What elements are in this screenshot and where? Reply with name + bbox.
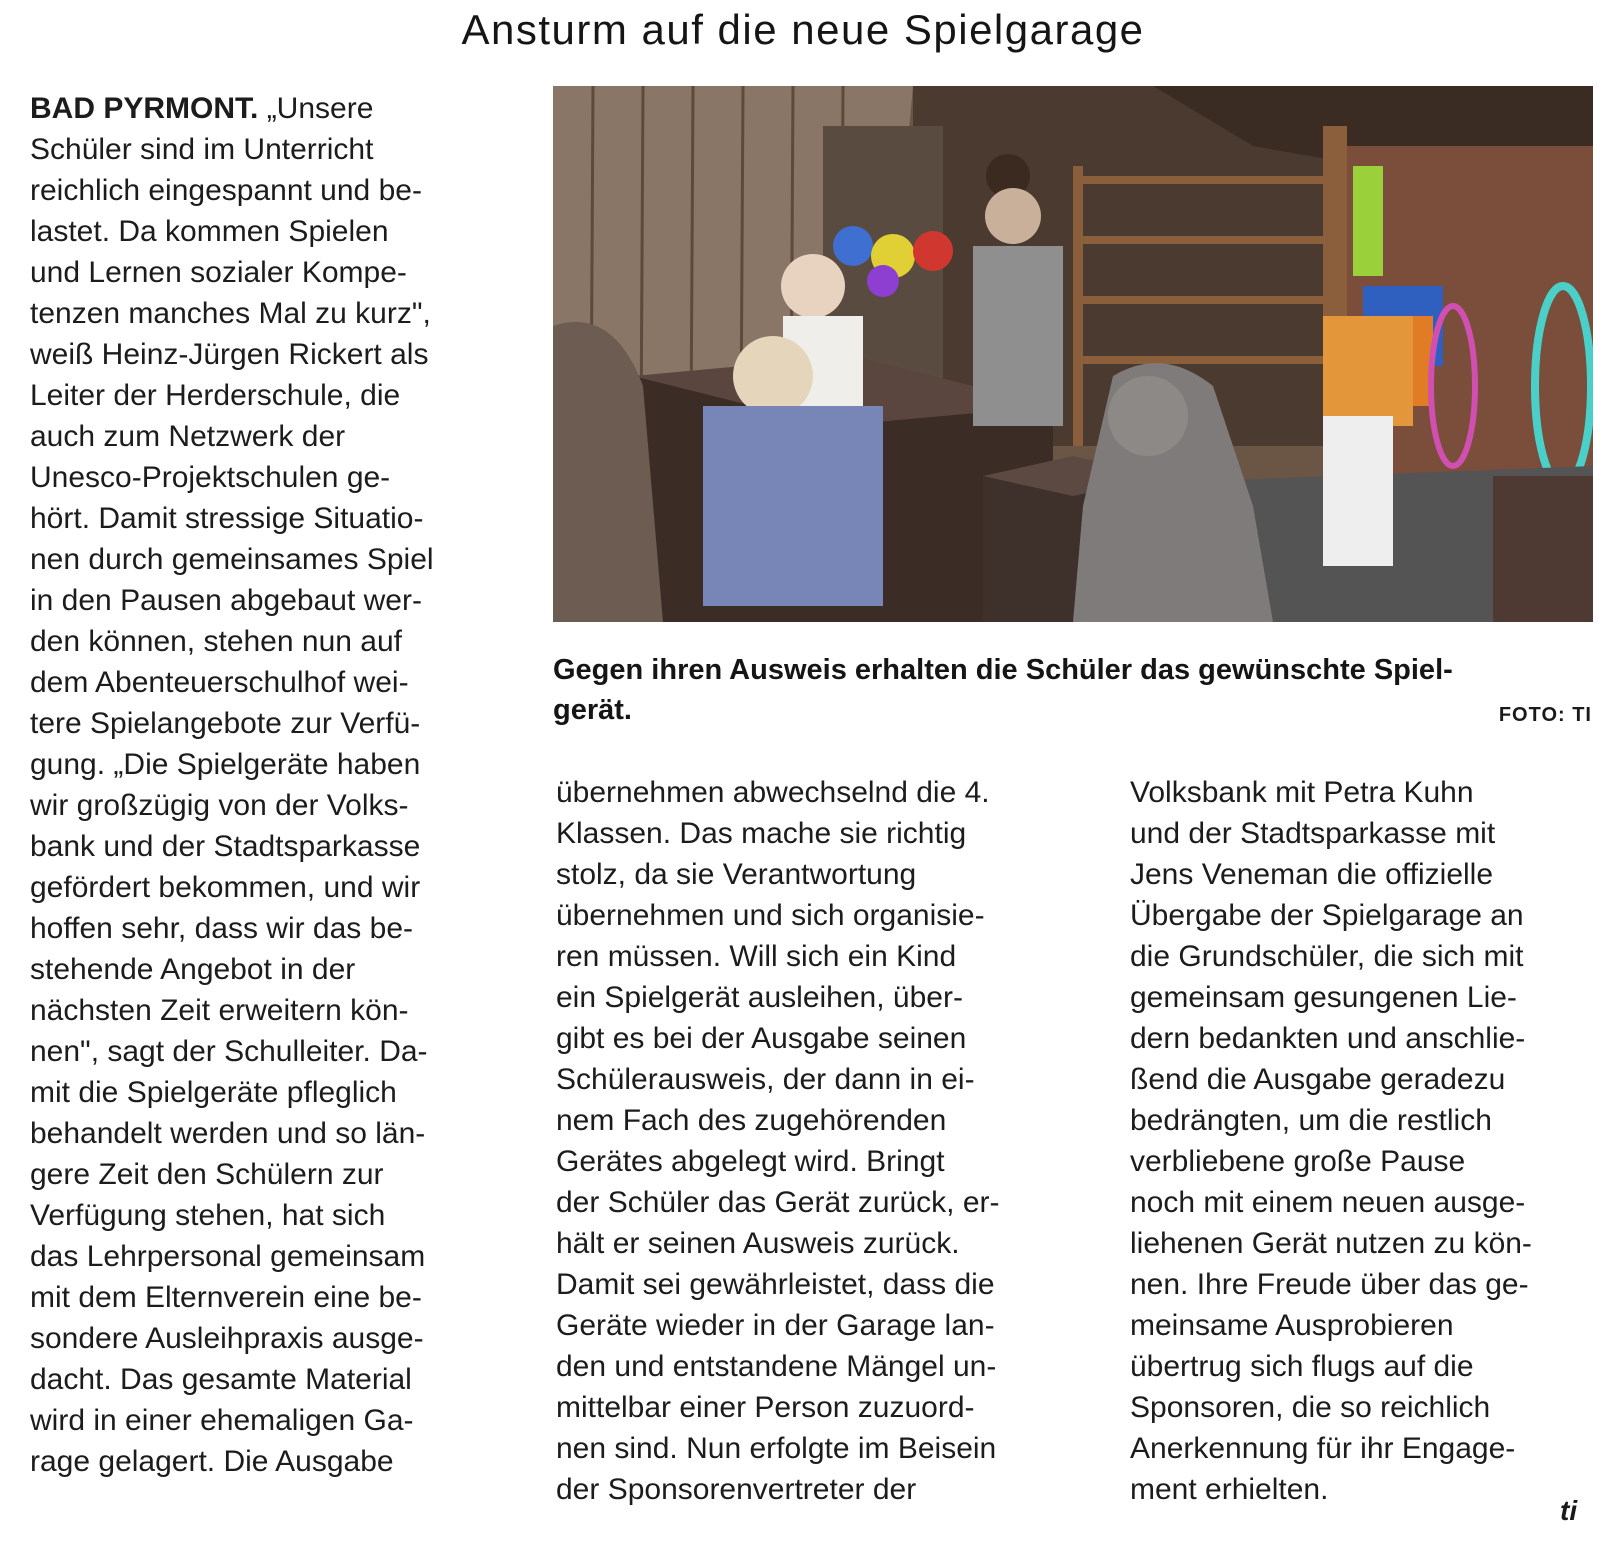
photo-credit: FOTO: TI <box>1498 704 1592 726</box>
text-line: hoffen sehr, dass wir das be- <box>30 912 413 945</box>
text-line: der Schüler das Gerät zurück, er- <box>556 1186 1000 1219</box>
text-line: nen durch gemeinsames Spiel <box>30 543 434 576</box>
text-line: in den Pausen abgebaut wer- <box>30 584 422 617</box>
text-line: Jens Veneman die offizielle <box>1130 858 1494 891</box>
text-line: nen sind. Nun erfolgte im Beisein <box>556 1432 997 1465</box>
text-line: rage gelagert. Die Ausgabe <box>30 1445 394 1478</box>
text-line: wir großzügig von der Volks- <box>30 789 409 822</box>
text-line: gerät. <box>553 694 632 726</box>
article-photo <box>553 86 1593 622</box>
text-line: Klassen. Das mache sie richtig <box>556 817 967 850</box>
text-line: Gegen ihren Ausweis erhalten die Schüler das gewünschte Spiel- <box>553 654 1453 686</box>
text-line: gefördert bekommen, und wir <box>30 871 421 904</box>
text-line: Volksbank mit Petra Kuhn <box>1130 776 1474 809</box>
text-line: ßend die Ausgabe geradezu <box>1130 1063 1506 1096</box>
text-line: Damit sei gewährleistet, dass die <box>556 1268 995 1301</box>
text-line: die Grundschüler, die sich mit <box>1130 940 1524 973</box>
text-line: behandelt werden und so län- <box>30 1117 426 1150</box>
photo-illustration <box>553 86 1593 622</box>
text-line: Gerätes abgelegt wird. Bringt <box>556 1145 945 1178</box>
text-line: nächsten Zeit erweitern kön- <box>30 994 409 1027</box>
text-line: der Sponsorenvertreter der <box>556 1473 917 1506</box>
text-line: weiß Heinz-Jürgen Rickert als <box>30 338 429 371</box>
text-line: übernehmen abwechselnd die 4. <box>556 776 990 809</box>
text-line: übertrug sich flugs auf die <box>1130 1350 1474 1383</box>
text-line: ren müssen. Will sich ein Kind <box>556 940 957 973</box>
text-line: Anerkennung für ihr Engage- <box>1130 1432 1516 1465</box>
text-line: übernehmen und sich organisie- <box>556 899 985 932</box>
text-line: und der Stadtsparkasse mit <box>1130 817 1496 850</box>
text-line: stehende Angebot in der <box>30 953 356 986</box>
photo-caption <box>553 650 1593 730</box>
text-line: Schülerausweis, der dann in ei- <box>556 1063 975 1096</box>
text-line: mit die Spielgeräte pfleglich <box>30 1076 397 1109</box>
text-line: gung. „Die Spielgeräte haben <box>30 748 421 781</box>
text-line: gibt es bei der Ausgabe seinen <box>556 1022 967 1055</box>
headline: Ansturm auf die neue Spielgarage <box>461 6 1145 53</box>
text-line: verbliebene große Pause <box>1130 1145 1466 1178</box>
text-line: das Lehrpersonal gemeinsam <box>30 1240 426 1273</box>
text-line: meinsame Ausprobieren <box>1130 1309 1454 1342</box>
first-line <box>30 88 500 129</box>
text-line: wird in einer ehemaligen Ga- <box>30 1404 414 1437</box>
text-line: Leiter der Herderschule, die <box>30 379 401 412</box>
text-line: mittelbar einer Person zuzuord- <box>556 1391 975 1424</box>
text-line: nen. Ihre Freude über das ge- <box>1130 1268 1529 1301</box>
text-line: gere Zeit den Schülern zur <box>30 1158 384 1191</box>
text-line: liehenen Gerät nutzen zu kön- <box>1130 1227 1532 1260</box>
dateline: BAD PYRMONT. <box>30 92 259 125</box>
text-line: dem Abenteuerschulhof wei- <box>30 666 409 699</box>
text-line: tere Spielangebote zur Verfü- <box>30 707 421 740</box>
text-line: dern bedankten und anschlie- <box>1130 1022 1526 1055</box>
text-line: ein Spielgerät ausleihen, über- <box>556 981 963 1014</box>
text-line: sondere Ausleihpraxis ausge- <box>30 1322 424 1355</box>
text-line: ment erhielten. <box>1130 1473 1329 1506</box>
text-line: hört. Damit stressige Situatio- <box>30 502 424 535</box>
text-line: den können, stehen nun auf <box>30 625 402 658</box>
text-line: noch mit einem neuen ausge- <box>1130 1186 1526 1219</box>
text-line: nem Fach des zugehörenden <box>556 1104 947 1137</box>
text-line: Verfügung stehen, hat sich <box>30 1199 386 1232</box>
text-line: auch zum Netzwerk der <box>30 420 346 453</box>
text-line: Geräte wieder in der Garage lan- <box>556 1309 995 1342</box>
text-line: bedrängten, um die restlich <box>1130 1104 1492 1137</box>
text-line: lastet. Da kommen Spielen <box>30 215 389 248</box>
text-line: Unesco-Projektschulen ge- <box>30 461 391 494</box>
text-line: den und entstandene Mängel un- <box>556 1350 997 1383</box>
article-column-left <box>30 88 500 1482</box>
author-signature: ti <box>1560 1495 1578 1526</box>
text-line: Sponsoren, die so reichlich <box>1130 1391 1491 1424</box>
article-column-right <box>1130 772 1590 1510</box>
text-line: dacht. Das gesamte Material <box>30 1363 412 1396</box>
article-column-middle <box>556 772 1076 1510</box>
text-line: gemeinsam gesungenen Lie- <box>1130 981 1517 1014</box>
text-line: tenzen manches Mal zu kurz", <box>30 297 431 330</box>
first-line-text: „Unsere <box>266 92 374 125</box>
text-line: stolz, da sie Verantwortung <box>556 858 917 891</box>
text-line: mit dem Elternverein eine be- <box>30 1281 422 1314</box>
text-line: Übergabe der Spielgarage an <box>1130 899 1524 932</box>
text-line: hält er seinen Ausweis zurück. <box>556 1227 960 1260</box>
text-line: Schüler sind im Unterricht <box>30 133 374 166</box>
text-line: nen", sagt der Schulleiter. Da- <box>30 1035 428 1068</box>
text-line: reichlich eingespannt und be- <box>30 174 422 207</box>
text-line: und Lernen sozialer Kompe- <box>30 256 407 289</box>
text-line: bank und der Stadtsparkasse <box>30 830 421 863</box>
